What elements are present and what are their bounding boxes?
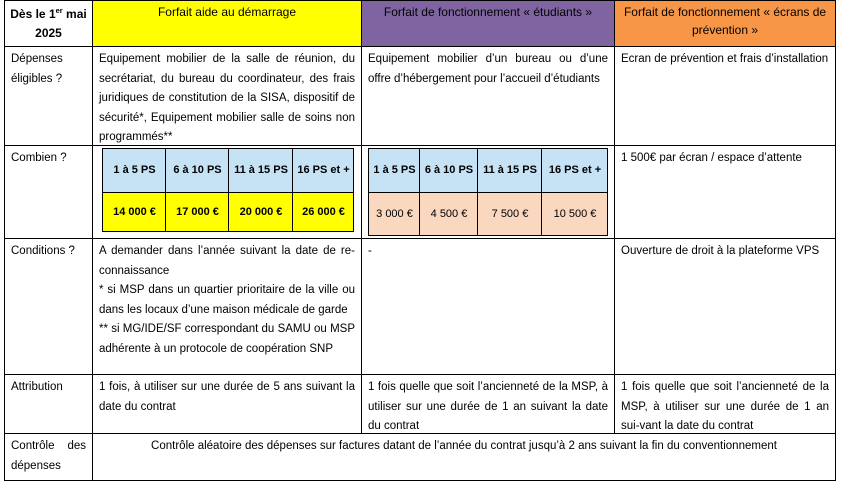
student-price-grid-row-divider bbox=[368, 192, 608, 193]
student-price-value-1-5: 3 000 € bbox=[369, 193, 420, 236]
conditions-ecrans: Ouverture de droit à la plateforme VPS bbox=[614, 238, 836, 375]
attribution-aide-demarrage: 1 fois, à utiliser sur une durée de 5 ans suivant la date du contrat bbox=[92, 374, 362, 434]
student-price-value-6-10: 4 500 € bbox=[420, 193, 478, 236]
student-price-header-1-5: 1 à 5 PS bbox=[369, 149, 420, 193]
student-price-header-6-10: 6 à 10 PS bbox=[420, 149, 478, 193]
header-forfait-ecrans: Forfait de fonctionnement « écrans de prévention » bbox=[614, 0, 836, 47]
conditions-etudiants: - bbox=[361, 238, 615, 375]
depenses-etudiants: Equipement mobilier d’un bureau ou d’une offre d’hébergement pour l’accueil d’étudiants bbox=[361, 46, 615, 146]
header-forfait-etudiants: Forfait de fonctionnement « étudiants » bbox=[361, 0, 615, 47]
row-label-depenses: Dépenses éligibles ? bbox=[4, 46, 93, 146]
price-grid-divider bbox=[292, 149, 293, 232]
row-label-combien: Combien ? bbox=[4, 145, 93, 239]
conditions-line: A demander dans l’année suivant la date de re-connaissance bbox=[99, 245, 355, 277]
header-date-pre: Dès le 1 bbox=[10, 7, 56, 21]
price-header-11-15: 11 à 15 PS bbox=[229, 149, 293, 193]
price-header-1-5: 1 à 5 PS bbox=[103, 149, 166, 193]
price-value-11-15: 20 000 € bbox=[229, 193, 293, 232]
price-value-16-plus: 26 000 € bbox=[293, 193, 354, 232]
price-grid-row-divider bbox=[102, 192, 354, 193]
price-value-1-5: 14 000 € bbox=[103, 193, 166, 232]
student-price-value-16-plus: 10 500 € bbox=[542, 193, 608, 236]
price-grid-divider bbox=[228, 149, 229, 232]
header-date bbox=[4, 0, 93, 47]
price-value-6-10: 17 000 € bbox=[166, 193, 229, 232]
row-label-conditions: Conditions ? bbox=[4, 238, 93, 375]
student-price-header-11-15: 11 à 15 PS bbox=[478, 149, 542, 193]
attribution-etudiants: 1 fois quelle que soit l’ancienneté de la MSP, à utiliser sur une durée de 1 an suivant la date du contrat bbox=[361, 374, 615, 434]
controle-text: Contrôle aléatoire des dépenses sur factures datant de l’année du contrat jusqu’à 2 ans suivant la fin du conventionnement bbox=[92, 433, 836, 481]
price-header-16-plus: 16 PS et + bbox=[293, 149, 354, 193]
conditions-aide-demarrage bbox=[92, 238, 362, 375]
header-aide-demarrage: Forfait aide au démarrage bbox=[92, 0, 362, 47]
combien-etudiants bbox=[361, 145, 615, 239]
eligibility-table bbox=[4, 0, 836, 481]
conditions-line: * si MSP dans un quartier prioritaire de la ville ou dans les locaux d’une maison médicale de garde bbox=[99, 284, 355, 316]
header-date-post: mai 2025 bbox=[35, 7, 87, 40]
row-label-attribution: Attribution bbox=[4, 374, 93, 434]
student-price-value-11-15: 7 500 € bbox=[478, 193, 542, 236]
price-grid-divider bbox=[165, 149, 166, 232]
depenses-aide-demarrage: Equipement mobilier de la salle de réunion, du secrétariat, du bureau du coordinateur, des frais juridiques de constitution de la SISA, dispositif de sécurité*, Equipement mobilier salle de soins non programmés** bbox=[92, 46, 362, 146]
depenses-ecrans: Ecran de prévention et frais d’installation bbox=[614, 46, 836, 146]
price-header-6-10: 6 à 10 PS bbox=[166, 149, 229, 193]
attribution-ecrans: 1 fois quelle que soit l’ancienneté de la MSP, à utiliser sur une durée de 1 an sui-vant la date du contrat bbox=[614, 374, 836, 434]
combien-ecrans: 1 500€ par écran / espace d’attente bbox=[614, 145, 836, 239]
conditions-line: ** si MG/IDE/SF correspondant du SAMU ou MSP adhérente à un protocole de coopération SNP bbox=[99, 323, 355, 355]
combien-aide-demarrage bbox=[92, 145, 362, 239]
header-date-sup: er bbox=[55, 6, 63, 15]
row-label-controle: Contrôle des dépenses bbox=[4, 433, 93, 481]
student-price-header-16-plus: 16 PS et + bbox=[542, 149, 608, 193]
